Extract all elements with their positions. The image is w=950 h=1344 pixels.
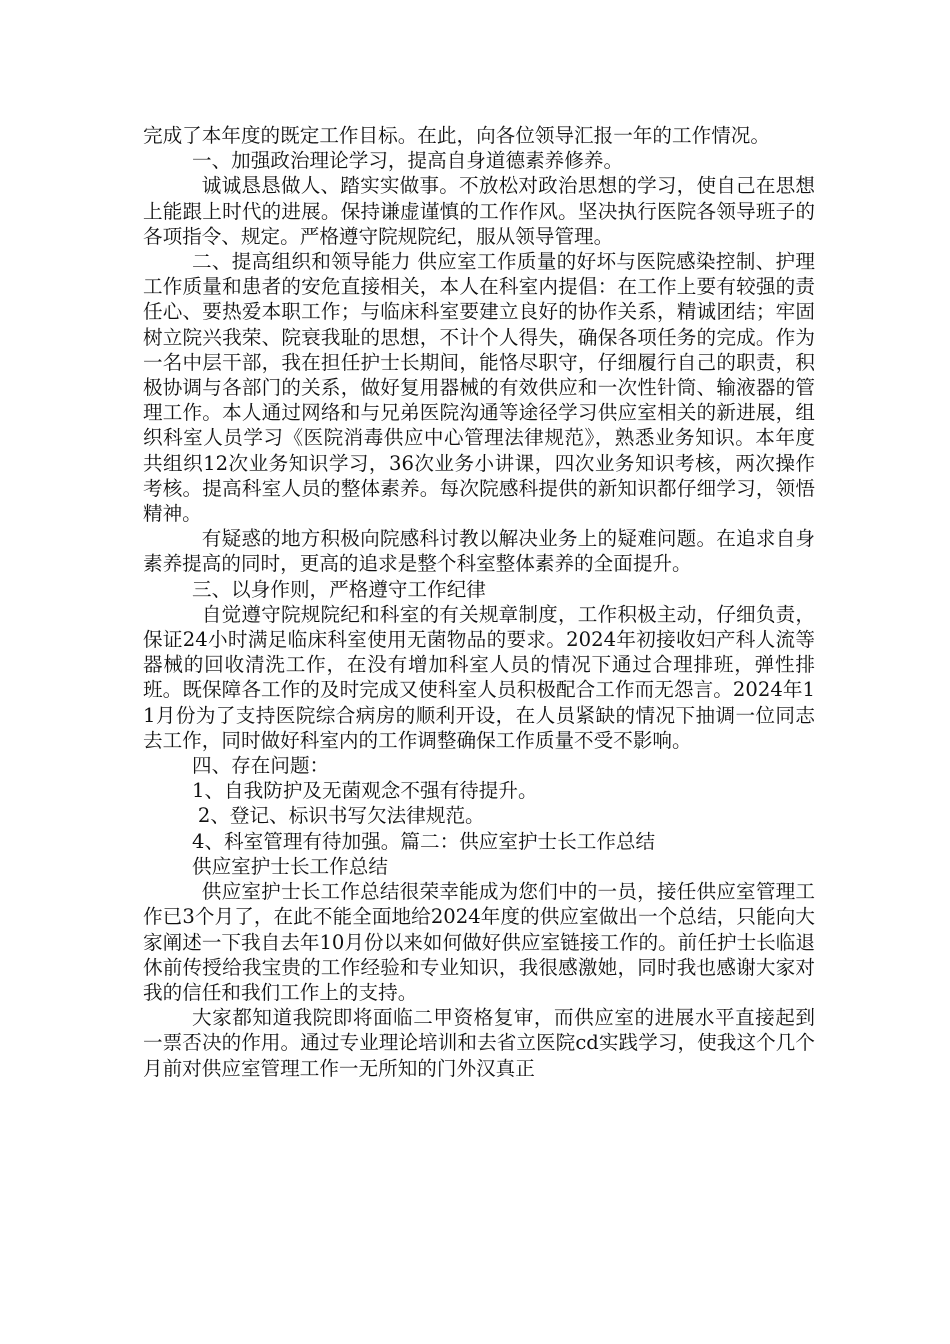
document-body xyxy=(143,123,815,1081)
list-item-problem-1: 1、自我防护及无菌观念不强有待提升。 xyxy=(192,779,538,803)
list-item-problem-2: 2、登记、标识书写欠法律规范。 xyxy=(197,804,485,828)
paragraph-section-1: 诚诚恳恳做人、踏实实做事。不放松对政治思想的学习，使自己在思想上能跟上时代的进展。保持谦虚谨慎的工作作风。坚决执行医院各领导班子的各项指令、规定。严格遵守院规院纪，服从领导管理。 xyxy=(143,174,815,248)
paragraph-section-2: 二、提高组织和领导能力 供应室工作质量的好坏与医院感染控制、护理工作质量和患者的安危直接相关，本人在科室内提倡：在工作上要有较强的责任心、要热爱本职工作；与临床科室要建立良好的协作关系，精诚团结；牢固树立院兴我荣、院衰我耻的思想，不计个人得失，确保各项任务的完成。作为一名中层干部，我在担任护士长期间，能恪尽职守，仔细履行自己的职责，积极协调与各部门的关系，做好复用器械的有效供应和一次性针筒、输液器的管理工作。本人通过网络和与兄弟医院沟通等途径学习供应室相关的新进展，组织科室人员学习《医院消毒供应中心管理法律规范》，熟悉业务知识。本年度共组织12次业务知识学习，36次业务小讲课，四次业务知识考核，两次操作考核。提高科室人员的整体素养。每次院感科提供的新知识都仔细学习，领悟精神。 xyxy=(143,250,815,526)
paragraph-section-2-cont: 有疑惑的地方积极向院感科讨教以解决业务上的疑难问题。在追求自身素养提高的同时，更高的追求是整个科室整体素养的全面提升。 xyxy=(143,527,815,576)
heading-part-2: 供应室护士长工作总结 xyxy=(192,854,388,878)
paragraph-section-3: 自觉遵守院规院纪和科室的有关规章制度，工作积极主动，仔细负责，保证24小时满足临床科室使用无菌物品的要求。2024年初接收妇产科人流等器械的回收清洗工作，在没有增加科室人员的情况下通过合理排班，弹性排班。既保障各工作的及时完成又使科室人员积极配合工作而无怨言。2024年11月份为了支持医院综合病房的顺利开设，在人员紧缺的情况下抽调一位同志去工作，同时做好科室内的工作调整确保工作质量不受不影响。 xyxy=(143,602,815,752)
paragraph-intro: 完成了本年度的既定工作目标。在此，向各位领导汇报一年的工作情况。 xyxy=(143,124,770,147)
heading-section-1: 一、加强政治理论学习，提高自身道德素养修养。 xyxy=(192,149,624,173)
list-item-problem-4: 4、科室管理有待加强。篇二：供应室护士长工作总结 xyxy=(192,829,656,853)
paragraph-part-2-review: 大家都知道我院即将面临二甲资格复审，而供应室的进展水平直接起到一票否决的作用。通过专业理论培训和去省立医院cd实践学习，使我这个几个月前对供应室管理工作一无所知的门外汉真正 xyxy=(143,1006,815,1080)
paragraph-part-2-intro: 供应室护士长工作总结很荣幸能成为您们中的一员，接任供应室管理工作已3个月了，在此不能全面地给2024年度的供应室做出一个总结，只能向大家阐述一下我自去年10月份以来如何做好供应室链接工作的。前任护士长临退休前传授给我宝贵的工作经验和专业知识，我很感激她，同时我也感谢大家对我的信任和我们工作上的支持。 xyxy=(143,880,815,1004)
heading-section-4: 四、存在问题： xyxy=(192,754,330,778)
heading-section-3: 三、以身作则，严格遵守工作纪律 xyxy=(192,577,486,601)
